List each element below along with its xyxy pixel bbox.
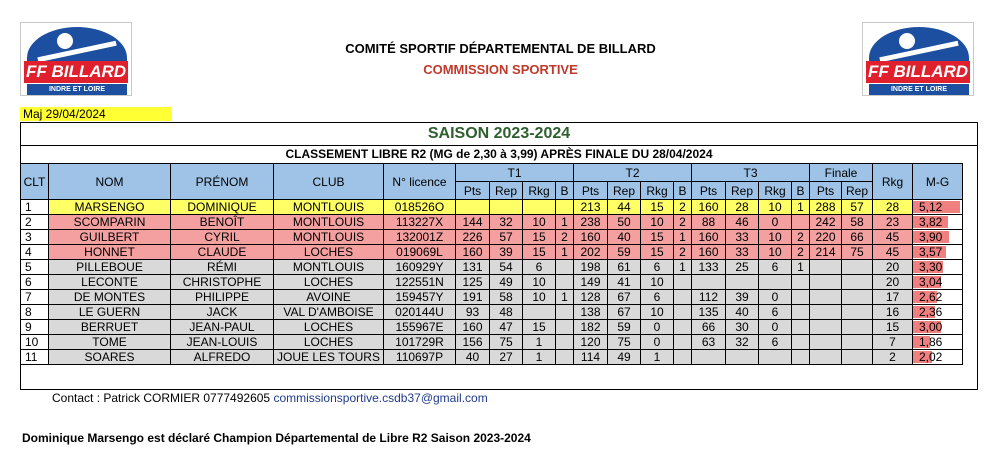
cell-t2-pts: 160 [574, 230, 608, 245]
table-row [21, 200, 963, 215]
cell-t3-rep: 39 [726, 290, 759, 305]
cell-t1-rkg: 15 [523, 245, 556, 260]
sub-pts: Pts [574, 182, 608, 200]
cell-t1-pts: 144 [456, 215, 490, 230]
cell-rkg: 15 [873, 320, 913, 335]
mg-value: 2,36 [919, 305, 943, 319]
mg-value: 3,90 [919, 230, 943, 244]
ff-billard-logo-right [862, 22, 974, 96]
cell-club: MONTLOUIS [274, 200, 384, 215]
table-row [21, 260, 963, 275]
cell-club: LOCHES [274, 275, 384, 290]
sub-b: B [674, 182, 692, 200]
cell-finale-rep [842, 290, 873, 305]
cell-t3-b [792, 275, 810, 290]
cell-t1-rep: 48 [490, 305, 523, 320]
cell-t3-rkg: 0 [759, 290, 792, 305]
cell-clt: 6 [21, 275, 49, 290]
cell-t1-rkg [523, 305, 556, 320]
cell-t2-rkg: 1 [641, 350, 674, 365]
cell-clt: 11 [21, 350, 49, 365]
cell-t2-b: 2 [674, 200, 692, 215]
cell-t2-b: 1 [674, 260, 692, 275]
cell-prenom: BENOÎT [171, 215, 274, 230]
cell-t3-rep: 33 [726, 230, 759, 245]
cell-t2-rkg: 6 [641, 260, 674, 275]
cell-club: AVOINE [274, 290, 384, 305]
cell-nom: TOME [49, 335, 171, 350]
cell-mg [913, 305, 963, 320]
cell-t1-b [556, 305, 574, 320]
cell-t3-rep: 28 [726, 200, 759, 215]
cell-t3-pts [692, 350, 726, 365]
cell-t2-rkg: 0 [641, 320, 674, 335]
cell-finale-rep: 58 [842, 215, 873, 230]
cell-t1-pts: 131 [456, 260, 490, 275]
cell-prenom: JEAN-PAUL [171, 320, 274, 335]
cell-finale-rep [842, 275, 873, 290]
col-t2: T2 [574, 164, 692, 182]
cell-t1-rep: 54 [490, 260, 523, 275]
cell-rkg: 28 [873, 200, 913, 215]
table-row [21, 275, 963, 290]
cell-licence: 020144U [384, 305, 456, 320]
cell-t2-pts: 202 [574, 245, 608, 260]
cell-t3-b: 1 [792, 260, 810, 275]
table-row [21, 230, 963, 245]
cell-t1-b [556, 335, 574, 350]
cell-t2-pts: 198 [574, 260, 608, 275]
cell-licence: 132001Z [384, 230, 456, 245]
sub-b: B [556, 182, 574, 200]
cell-finale-pts [810, 335, 842, 350]
cell-finale-rep [842, 260, 873, 275]
cell-prenom: JACK [171, 305, 274, 320]
cell-t1-pts [456, 200, 490, 215]
logo-brand: FF BILLARD [867, 62, 969, 81]
cell-finale-pts [810, 290, 842, 305]
cell-finale-pts [810, 275, 842, 290]
cell-t1-b [556, 350, 574, 365]
cell-finale-rep [842, 335, 873, 350]
cell-licence: 018526O [384, 200, 456, 215]
cell-mg [913, 245, 963, 260]
logo-subtitle: INDRE ET LOIRE [27, 84, 127, 95]
cell-t2-pts: 182 [574, 320, 608, 335]
sub-pts: Pts [810, 182, 842, 200]
cell-t3-pts: 133 [692, 260, 726, 275]
cell-t3-b [792, 320, 810, 335]
cell-t1-rkg: 15 [523, 320, 556, 335]
cell-mg [913, 335, 963, 350]
cell-rkg: 45 [873, 245, 913, 260]
cell-t1-pts: 40 [456, 350, 490, 365]
cell-t1-pts: 160 [456, 320, 490, 335]
cell-clt: 10 [21, 335, 49, 350]
cell-club: LOCHES [274, 320, 384, 335]
table-row [21, 320, 963, 335]
cell-t1-pts: 125 [456, 275, 490, 290]
col-t3: T3 [692, 164, 810, 182]
cell-nom: PILLEBOUE [49, 260, 171, 275]
cell-clt: 5 [21, 260, 49, 275]
cell-t3-rkg: 6 [759, 305, 792, 320]
cell-t2-pts: 213 [574, 200, 608, 215]
cell-finale-pts: 288 [810, 200, 842, 215]
cell-licence: 122551N [384, 275, 456, 290]
cell-t3-b [792, 305, 810, 320]
cell-t1-pts: 226 [456, 230, 490, 245]
cell-nom: LE GUERN [49, 305, 171, 320]
col-licence: N° licence [384, 164, 456, 200]
cell-t3-rep: 25 [726, 260, 759, 275]
cell-t2-b [674, 320, 692, 335]
champion-announcement: Dominique Marsengo est déclaré Champion Départemental de Libre R2 Saison 2023-2024 [22, 431, 531, 445]
cell-t1-rkg: 15 [523, 230, 556, 245]
cell-nom: HONNET [49, 245, 171, 260]
cell-nom: SOARES [49, 350, 171, 365]
cell-licence: 159457Y [384, 290, 456, 305]
cell-t1-b [556, 275, 574, 290]
cell-t3-rep: 32 [726, 335, 759, 350]
mg-value: 3,30 [919, 260, 943, 274]
cell-t2-rkg: 15 [641, 245, 674, 260]
cell-mg [913, 200, 963, 215]
cell-finale-rep [842, 305, 873, 320]
cell-club: LOCHES [274, 245, 384, 260]
cell-t2-b [674, 350, 692, 365]
sub-rep: Rep [490, 182, 523, 200]
cell-licence: 160929Y [384, 260, 456, 275]
cell-t2-rep: 40 [608, 230, 641, 245]
cell-t3-rkg: 0 [759, 320, 792, 335]
cell-t2-rep: 59 [608, 245, 641, 260]
cell-t2-pts: 120 [574, 335, 608, 350]
cell-t1-b: 2 [556, 230, 574, 245]
ff-billard-logo-left [20, 22, 132, 96]
cell-t2-rep: 61 [608, 260, 641, 275]
cell-t1-rep: 32 [490, 215, 523, 230]
col-prenom: PRÉNOM [171, 164, 274, 200]
cell-t1-rep: 49 [490, 275, 523, 290]
cell-t3-rep [726, 275, 759, 290]
cell-t1-rkg [523, 200, 556, 215]
cell-t2-rkg: 10 [641, 275, 674, 290]
cell-t1-pts: 191 [456, 290, 490, 305]
cell-t1-rkg: 1 [523, 335, 556, 350]
cell-finale-pts [810, 305, 842, 320]
cell-t3-b [792, 215, 810, 230]
cell-t3-rkg [759, 350, 792, 365]
cell-t2-rep: 50 [608, 215, 641, 230]
contact-text: Contact : Patrick CORMIER 0777492605 [52, 391, 274, 405]
cell-t3-rep [726, 350, 759, 365]
mg-value: 2,02 [919, 350, 943, 364]
cell-club: MONTLOUIS [274, 230, 384, 245]
cell-t3-b [792, 335, 810, 350]
cell-mg [913, 320, 963, 335]
cell-t2-b [674, 305, 692, 320]
page-title: COMITÉ SPORTIF DÉPARTEMENTAL DE BILLARD [345, 41, 656, 56]
ranking-table [20, 163, 963, 365]
cell-t1-rep: 27 [490, 350, 523, 365]
sub-pts: Pts [456, 182, 490, 200]
cell-t3-rkg: 0 [759, 215, 792, 230]
cell-finale-pts [810, 320, 842, 335]
cell-t3-rkg: 6 [759, 335, 792, 350]
mg-value: 5,12 [919, 200, 943, 214]
mg-value: 3,57 [919, 245, 943, 259]
cell-finale-rep: 66 [842, 230, 873, 245]
cell-t2-pts: 114 [574, 350, 608, 365]
cell-t1-rkg: 10 [523, 290, 556, 305]
cell-rkg: 23 [873, 215, 913, 230]
cell-finale-pts: 214 [810, 245, 842, 260]
cell-t2-pts: 149 [574, 275, 608, 290]
table-row [21, 350, 963, 365]
contact-email[interactable]: commissionsportive.csdb37@gmail.com [273, 391, 488, 405]
season-title: SAISON 2023-2024 [20, 122, 978, 146]
mg-value: 1,86 [919, 335, 943, 349]
cell-t1-b [556, 260, 574, 275]
cell-nom: GUILBERT [49, 230, 171, 245]
page-subtitle: COMMISSION SPORTIVE [423, 62, 578, 77]
cell-clt: 1 [21, 200, 49, 215]
sub-pts: Pts [692, 182, 726, 200]
cell-t1-b: 1 [556, 215, 574, 230]
cell-finale-pts [810, 350, 842, 365]
cell-t1-rkg: 10 [523, 275, 556, 290]
col-rkg: Rkg [873, 164, 913, 200]
cell-mg [913, 230, 963, 245]
cell-t2-b [674, 335, 692, 350]
cell-finale-pts [810, 260, 842, 275]
cell-prenom: RÉMI [171, 260, 274, 275]
table-row [21, 290, 963, 305]
cell-rkg: 7 [873, 335, 913, 350]
cell-prenom: JEAN-LOUIS [171, 335, 274, 350]
cell-t3-pts: 160 [692, 245, 726, 260]
cell-t2-rkg: 15 [641, 230, 674, 245]
table-row [21, 335, 963, 350]
cell-t2-b: 2 [674, 215, 692, 230]
cell-clt: 4 [21, 245, 49, 260]
col-clt: CLT [21, 164, 49, 200]
cell-prenom: ALFREDO [171, 350, 274, 365]
cell-t2-b: 1 [674, 230, 692, 245]
cell-licence: 110697P [384, 350, 456, 365]
cell-t3-b: 1 [792, 200, 810, 215]
cell-rkg: 16 [873, 305, 913, 320]
table-row [21, 305, 963, 320]
cell-t2-pts: 128 [574, 290, 608, 305]
cell-licence: 113227X [384, 215, 456, 230]
cell-clt: 9 [21, 320, 49, 335]
cell-club: LOCHES [274, 335, 384, 350]
cell-t2-rkg: 10 [641, 305, 674, 320]
ranking-title: CLASSEMENT LIBRE R2 (MG de 2,30 à 3,99) APRÈS FINALE DU 28/04/2024 [285, 147, 713, 161]
cell-t3-pts: 112 [692, 290, 726, 305]
cell-clt: 7 [21, 290, 49, 305]
cell-clt: 3 [21, 230, 49, 245]
cell-club: MONTLOUIS [274, 215, 384, 230]
cell-t3-rep: 46 [726, 215, 759, 230]
cell-prenom: DOMINIQUE [171, 200, 274, 215]
sub-rkg: Rkg [641, 182, 674, 200]
sub-b: B [792, 182, 810, 200]
cell-t3-pts: 160 [692, 200, 726, 215]
contact-line [52, 391, 488, 405]
cell-t1-rep [490, 200, 523, 215]
cell-nom: MARSENGO [49, 200, 171, 215]
cell-finale-pts: 220 [810, 230, 842, 245]
update-date: Maj 29/04/2024 [20, 107, 172, 121]
cell-t1-b [556, 320, 574, 335]
col-club: CLUB [274, 164, 384, 200]
cell-t3-rep: 30 [726, 320, 759, 335]
cell-t3-rep: 33 [726, 245, 759, 260]
cell-t1-pts: 160 [456, 245, 490, 260]
cell-t3-rkg: 10 [759, 230, 792, 245]
cell-finale-rep [842, 320, 873, 335]
cell-t1-rep: 57 [490, 230, 523, 245]
cell-licence: 101729R [384, 335, 456, 350]
cell-t3-rkg: 10 [759, 200, 792, 215]
col-mg: M-G [913, 164, 963, 200]
cell-t2-pts: 238 [574, 215, 608, 230]
cell-t1-pts: 93 [456, 305, 490, 320]
cell-t3-rkg [759, 275, 792, 290]
cell-t1-b: 1 [556, 290, 574, 305]
col-t1: T1 [456, 164, 574, 182]
cell-rkg: 17 [873, 290, 913, 305]
cell-t1-rep: 39 [490, 245, 523, 260]
cell-t3-pts: 160 [692, 230, 726, 245]
cell-club: JOUE LES TOURS [274, 350, 384, 365]
cell-t1-b: 1 [556, 245, 574, 260]
cell-t2-rkg: 0 [641, 335, 674, 350]
cell-rkg: 2 [873, 350, 913, 365]
cell-t3-pts: 88 [692, 215, 726, 230]
cell-t1-rep: 58 [490, 290, 523, 305]
cell-t3-pts: 66 [692, 320, 726, 335]
mg-value: 3,82 [919, 215, 943, 229]
cell-t1-rep: 75 [490, 335, 523, 350]
cell-t1-rep: 47 [490, 320, 523, 335]
cell-licence: 019069L [384, 245, 456, 260]
cell-t2-rkg: 6 [641, 290, 674, 305]
cell-t3-pts: 63 [692, 335, 726, 350]
cell-t2-rep: 67 [608, 290, 641, 305]
cell-mg [913, 215, 963, 230]
cell-t3-pts: 135 [692, 305, 726, 320]
cell-rkg: 45 [873, 230, 913, 245]
cell-nom: BERRUET [49, 320, 171, 335]
cell-t1-rkg: 6 [523, 260, 556, 275]
cell-t1-pts: 156 [456, 335, 490, 350]
cell-t2-rkg: 15 [641, 200, 674, 215]
cell-prenom: PHILIPPE [171, 290, 274, 305]
col-nom: NOM [49, 164, 171, 200]
sub-rep: Rep [726, 182, 759, 200]
cell-t2-b: 2 [674, 245, 692, 260]
sub-rkg: Rkg [523, 182, 556, 200]
cell-finale-rep: 57 [842, 200, 873, 215]
cell-prenom: CYRIL [171, 230, 274, 245]
table-row [21, 245, 963, 260]
table-row [21, 215, 963, 230]
cell-mg [913, 350, 963, 365]
cell-t1-rkg: 1 [523, 350, 556, 365]
cell-rkg: 20 [873, 275, 913, 290]
cell-mg [913, 275, 963, 290]
cell-prenom: CLAUDE [171, 245, 274, 260]
cell-finale-rep: 75 [842, 245, 873, 260]
cell-clt: 2 [21, 215, 49, 230]
cell-club: VAL D'AMBOISE [274, 305, 384, 320]
cell-prenom: CHRISTOPHE [171, 275, 274, 290]
cell-t3-b [792, 350, 810, 365]
cell-t1-b [556, 200, 574, 215]
cell-t2-rep: 44 [608, 200, 641, 215]
logo-brand: FF BILLARD [25, 62, 127, 81]
sub-rep: Rep [842, 182, 873, 200]
cell-t2-rkg: 10 [641, 215, 674, 230]
cell-mg [913, 290, 963, 305]
cell-nom: DE MONTES [49, 290, 171, 305]
cell-t2-rep: 75 [608, 335, 641, 350]
cell-t2-b [674, 290, 692, 305]
cell-t3-b: 2 [792, 230, 810, 245]
cell-nom: SCOMPARIN [49, 215, 171, 230]
mg-value: 2,62 [919, 290, 943, 304]
mg-value: 3,04 [919, 275, 943, 289]
cell-t3-pts [692, 275, 726, 290]
cell-finale-pts: 242 [810, 215, 842, 230]
cell-t2-pts: 138 [574, 305, 608, 320]
cell-finale-rep [842, 350, 873, 365]
cell-rkg: 20 [873, 260, 913, 275]
cell-clt: 8 [21, 305, 49, 320]
cell-t2-rep: 49 [608, 350, 641, 365]
cell-t3-rkg: 6 [759, 260, 792, 275]
cell-t2-rep: 59 [608, 320, 641, 335]
cell-t2-rep: 67 [608, 305, 641, 320]
cell-licence: 155967E [384, 320, 456, 335]
sub-rkg: Rkg [759, 182, 792, 200]
cell-t3-rep: 40 [726, 305, 759, 320]
cell-mg [913, 260, 963, 275]
cell-t2-b [674, 275, 692, 290]
cell-nom: LECONTE [49, 275, 171, 290]
cell-club: MONTLOUIS [274, 260, 384, 275]
col-finale: Finale [810, 164, 873, 182]
cell-t3-rkg: 10 [759, 245, 792, 260]
cell-t1-rkg: 10 [523, 215, 556, 230]
sub-rep: Rep [608, 182, 641, 200]
cell-t3-b: 2 [792, 245, 810, 260]
mg-value: 3,00 [919, 320, 943, 334]
cell-t3-b [792, 290, 810, 305]
logo-subtitle: INDRE ET LOIRE [869, 84, 969, 95]
cell-t2-rep: 41 [608, 275, 641, 290]
